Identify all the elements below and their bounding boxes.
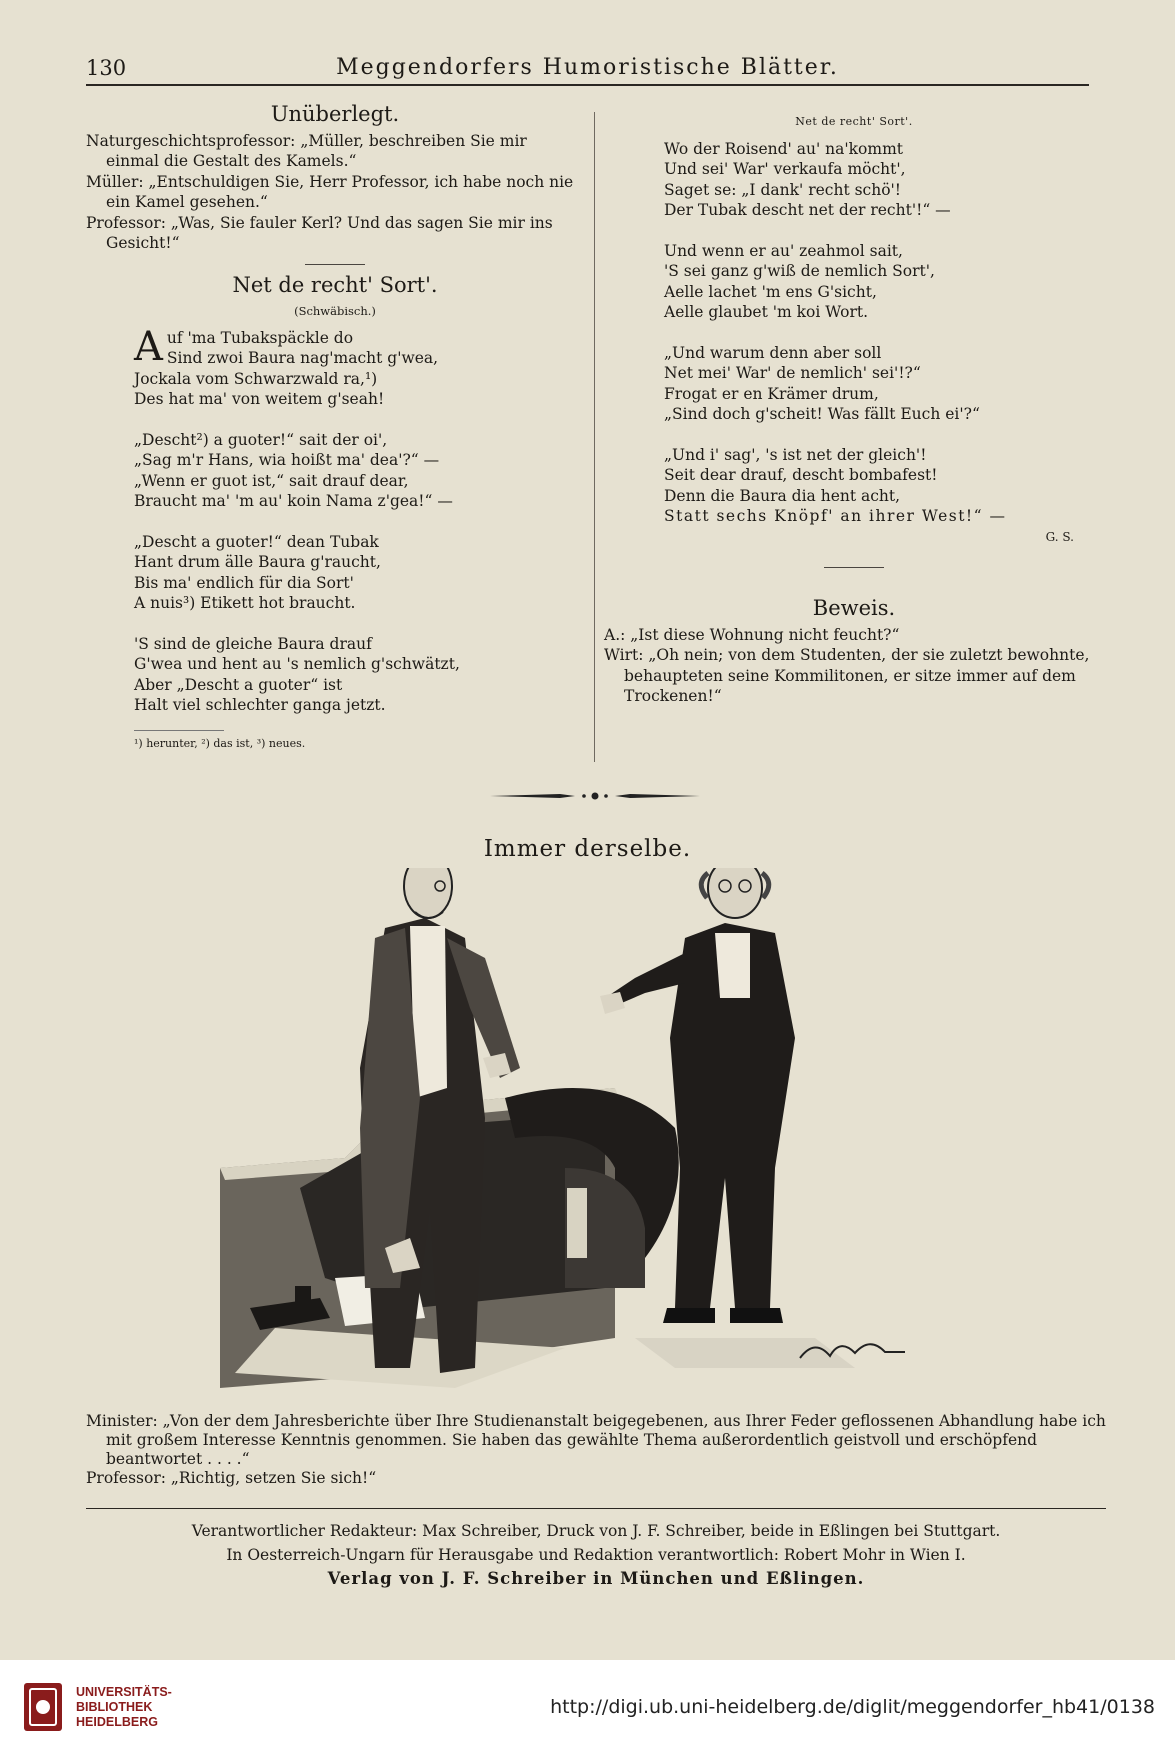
verse-line: Des hat ma' von weitem g'seah! xyxy=(134,390,385,408)
verse-line: „Sind doch g'scheit! Was fällt Euch ei'?“ xyxy=(664,405,980,423)
poem-stanza xyxy=(134,430,584,512)
cartoon-illustration xyxy=(215,868,930,1394)
poem-subtitle: (Schwäbisch.) xyxy=(294,304,376,318)
dialogue-line: Professor: „Was, Sie fauler Kerl? Und das sagen Sie mir ins Gesicht!“ xyxy=(86,213,553,252)
poem-stanza xyxy=(664,139,1104,221)
dialogue-line: A.: „Ist diese Wohnung nicht feucht?“ xyxy=(604,625,900,644)
imprint-line: Verantwortlicher Redakteur: Max Schreiber, Druck von J. F. Schreiber, beide in Eßlingen bei Stuttgart. xyxy=(191,1522,1001,1540)
verse-line: „Wenn er guot ist,“ sait drauf dear, xyxy=(134,471,409,490)
verse-line: 'S sei ganz g'wiß de nemlich Sort', xyxy=(664,262,935,280)
verse-line: A nuis³) Etikett hot braucht. xyxy=(134,594,356,612)
verse-line: Seit dear drauf, descht bombafest! xyxy=(664,466,938,484)
dialogue-line: Müller: „Entschuldigen Sie, Herr Professor, ich habe noch nie ein Kamel gesehen.“ xyxy=(86,172,574,211)
verse-line: Denn die Baura dia hent acht, xyxy=(664,486,901,505)
library-logo xyxy=(22,1681,172,1733)
right-column xyxy=(604,112,1104,707)
caption-line: Professor: „Richtig, setzen Sie sich!“ xyxy=(86,1469,377,1487)
column-divider xyxy=(594,112,595,762)
verse-line: „Descht²) a guoter!“ sait der oi', xyxy=(134,430,388,449)
proof-title: Beweis. xyxy=(812,596,896,620)
footnote: ¹) herunter, ²) das ist, ³) neues. xyxy=(134,730,224,755)
verse-line: Halt viel schlechter ganga jetzt. xyxy=(134,696,386,714)
poem-stanza xyxy=(664,241,1104,323)
section-rule xyxy=(824,567,884,568)
verse-line: Der Tubak descht net der recht'!“ — xyxy=(664,201,951,219)
verse-line: „Sag m'r Hans, wia hoißt ma' dea'?“ — xyxy=(134,451,440,469)
verse-line: Hant drum älle Baura g'raucht, xyxy=(134,553,381,571)
poem-stanza xyxy=(664,445,1104,527)
imprint-line: In Oesterreich-Ungarn für Herausgabe und Redaktion verantwortlich: Robert Mohr in Wien I. xyxy=(226,1546,966,1564)
verse-line: Sind zwoi Baura nag'macht g'wea, xyxy=(166,349,439,367)
seal-icon xyxy=(22,1681,64,1733)
verse-line: Und sei' War' verkaufa möcht', xyxy=(664,160,906,178)
poem-stanza xyxy=(134,323,584,410)
verse-line: Statt sechs Knöpf' an ihrer West!“ — xyxy=(664,507,1007,525)
verse-line: uf 'ma Tubakspäckle do xyxy=(166,328,354,347)
verse-line: „Descht a guoter!“ dean Tubak xyxy=(134,532,379,551)
verse-line: Aber „Descht a guoter“ ist xyxy=(134,675,343,694)
journal-title: Meggendorfers Humoristische Blätter. xyxy=(336,55,839,80)
verse-line: Net mei' War' de nemlich' sei'!?“ xyxy=(664,364,921,382)
library-name xyxy=(76,1685,172,1730)
library-name-line: UNIVERSITÄTS- xyxy=(76,1684,172,1699)
cartoon-title: Immer derselbe. xyxy=(483,836,692,862)
verse-line: „Und i' sag', 's ist net der gleich'! xyxy=(664,445,927,464)
verse-line: Und wenn er au' zeahmol sait, xyxy=(664,241,903,260)
verse-line: Jockala vom Schwarzwald ra,¹) xyxy=(134,369,378,388)
imprint-footer xyxy=(86,1508,1106,1591)
verse-line: Braucht ma' 'm au' koin Nama z'gea!“ — xyxy=(134,492,453,510)
verse-line: Aelle glaubet 'm koi Wort. xyxy=(664,303,869,321)
left-column xyxy=(86,104,584,754)
dialogue-line: Wirt: „Oh nein; von dem Studenten, der sie zuletzt bewohnte, behaupteten seine Kommilitonen, er sitze immer auf dem Trockenen!“ xyxy=(604,646,1090,705)
section-rule xyxy=(305,264,365,265)
caption-line: Minister: „Von der dem Jahresberichte über Ihre Studienanstalt beigegebenen, aus Ihrer Feder geflossenen Abhandlung habe ich mit großem Interesse Kenntnis genommen. Sie haben das gewählte Thema außerordentlich geistvoll und erschöpfend beantwortet . . . .“ xyxy=(86,1412,1106,1468)
cartoon-caption xyxy=(86,1412,1106,1488)
poem-title: Net de recht' Sort'. xyxy=(232,272,438,297)
verse-line: 'S sind de gleiche Baura drauf xyxy=(134,634,372,653)
poem-stanza xyxy=(664,343,1104,425)
verse-line: „Und warum denn aber soll xyxy=(664,343,882,362)
library-bar xyxy=(0,1660,1175,1754)
page-number: 130 xyxy=(86,56,127,80)
running-header xyxy=(86,52,1089,86)
verse-line: Frogat er en Krämer drum, xyxy=(664,384,879,403)
library-name-line: HEIDELBERG xyxy=(76,1714,158,1729)
anecdote-title: Unüberlegt. xyxy=(270,102,400,126)
poem-stanza xyxy=(134,634,584,716)
verse-line: Saget se: „I dank' recht schö'! xyxy=(664,180,902,199)
dialogue-line: Naturgeschichtsprofessor: „Müller, beschreiben Sie mir einmal die Gestalt des Kamels.“ xyxy=(86,131,527,170)
verse-line: Bis ma' endlich für dia Sort' xyxy=(134,573,354,592)
publisher-line: Verlag von J. F. Schreiber in München und Eßlingen. xyxy=(327,1569,865,1588)
continued-title: Net de recht' Sort'. xyxy=(795,115,913,128)
author-signature: G. S. xyxy=(1045,529,1074,544)
drop-cap: A xyxy=(134,323,163,370)
permalink-url[interactable]: http://digi.ub.uni-heidelberg.de/diglit/meggendorfer_hb41/0138 xyxy=(550,1696,1155,1718)
library-name-line: BIBLIOTHEK xyxy=(76,1699,153,1714)
verse-line: Aelle lachet 'm ens G'sicht, xyxy=(664,282,877,301)
poem-stanza xyxy=(134,532,584,614)
ornament-divider xyxy=(490,790,700,802)
verse-line: G'wea und hent au 's nemlich g'schwätzt, xyxy=(134,655,460,673)
verse-line: Wo der Roisend' au' na'kommt xyxy=(664,139,903,158)
